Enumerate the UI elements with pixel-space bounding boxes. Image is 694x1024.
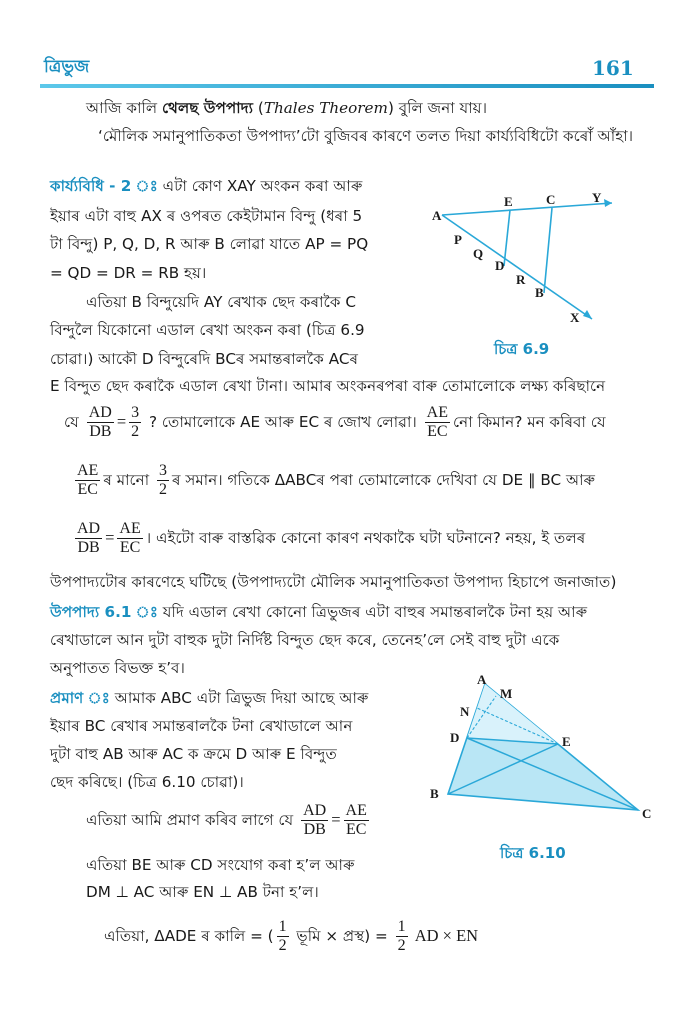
proof-line-3: দুটা বাহু AB আৰু AC ক ক্ৰমে D আৰু E বিন্দুত (50, 745, 337, 763)
ray-AY (442, 203, 612, 215)
text: আমাক ABC এটা ত্ৰিভুজ দিয়া আছে আৰু (109, 689, 369, 707)
label-A: A (432, 208, 442, 223)
fraction-AD-DB (301, 802, 328, 839)
label-D: D (450, 730, 460, 745)
page-number: 161 (592, 56, 634, 80)
proof-line-1 (50, 688, 369, 708)
numerator: 1 (397, 918, 406, 935)
label-M: M (500, 686, 513, 701)
text: এটা কোণ XAY অংকন কৰা আৰু (157, 177, 363, 195)
activity-line-1 (50, 176, 362, 196)
proof-line-2: ইয়াৰ BC ৰেখাৰ সমান্তৰালকৈ টনা ৰেখাডালে আন (50, 717, 353, 735)
activity-line-4: = QD = DR = RB হয়। (50, 264, 207, 282)
triangle-ADE (467, 684, 558, 744)
proof-line-6: DM ⊥ AC আৰু EN ⊥ AB টনা হ’ল। (86, 883, 319, 901)
theorem-name: থেলছ উপপাদ্য (162, 99, 254, 117)
formula-line-2 (72, 460, 595, 500)
numerator: 3 (158, 462, 167, 479)
fraction-3-2 (129, 404, 141, 441)
label-N: N (460, 704, 470, 719)
denominator: EC (427, 423, 448, 440)
activity-line-2: ইয়াৰ এটা বাহু AX ৰ ওপৰত কেইটামান বিন্দু (ধৰা 5 (50, 207, 363, 225)
figure-6-10 (420, 670, 670, 830)
text: ? তোমালোকে AE আৰু EC ৰ জোখ লোৱা। (144, 413, 417, 431)
thales-theorem: Thales Theorem (263, 99, 388, 117)
text: ) বুলি জনা যায়। (387, 99, 488, 117)
theorem-label: উপপাদ্য 6.1 ঃ (50, 603, 158, 621)
text: ৰ মানো (103, 471, 150, 489)
activity-line-6: বিন্দুলৈ যিকোনো এডাল ৰেখা অংকন কৰা (চিত্ৰ 6.9 (50, 321, 365, 339)
text: ভূমি × প্ৰস্থ) = (291, 927, 388, 945)
denominator: DB (303, 821, 326, 838)
label-A: A (477, 672, 487, 687)
label-Y: Y (592, 190, 602, 205)
label-E: E (504, 194, 513, 209)
figure-6-9 (420, 186, 620, 336)
formula-line-5 (104, 916, 478, 956)
fraction-AD-DB (75, 520, 102, 557)
line-DE (504, 210, 510, 266)
text: আজি কালি (86, 99, 162, 117)
denominator: EC (345, 821, 367, 838)
numerator: AE (345, 802, 367, 819)
numerator: AD (77, 520, 101, 537)
text: নো কিমান? মন কৰিবা যে (452, 413, 606, 431)
text: ৰ সমান। গতিকে ΔABCৰ পৰা তোমালোকে দেখিবা যে DE ∥ BC আৰু (171, 471, 596, 489)
activity-line-8: E বিন্দুত ছেদ কৰাকৈ এডাল ৰেখা টানা। আমাৰ অংকনৰপৰা বাৰু তোমালোকে লক্ষ্য কৰিছানে (50, 377, 606, 395)
formula-line-4 (86, 800, 372, 840)
label-C: C (642, 806, 652, 821)
text: । এইটো বাৰু বাস্তৱিক কোনো কাৰণ নথকাকৈ ঘটা ঘটনানে? নহয়, ই তলৰ (145, 529, 586, 547)
intro-line-1 (86, 98, 487, 118)
figure-6-9-caption: চিত্ৰ 6.9 (494, 340, 550, 358)
theorem-line-1 (50, 602, 587, 622)
numerator: AD (88, 404, 112, 421)
triangle-ABC (448, 684, 638, 810)
label-C: C (546, 192, 556, 207)
figure-6-10-caption: চিত্ৰ 6.10 (500, 844, 566, 862)
text: এতিয়া, ΔADE ৰ কালি = ( (104, 927, 274, 945)
equals: = (116, 412, 127, 431)
denominator: DB (77, 539, 100, 556)
denominator: EC (119, 539, 141, 556)
label-D: D (495, 258, 505, 273)
denominator: EC (77, 481, 98, 498)
fraction-1-2 (396, 918, 408, 955)
text: এতিয়া আমি প্ৰমাণ কৰিব লাগে যে (86, 811, 294, 829)
text: যদি এডাল ৰেখা কোনো ত্ৰিভুজৰ এটা বাহুৰ সমান্তৰালকৈ টনা হয় আৰু (157, 603, 588, 621)
fraction-AE-EC (344, 802, 369, 839)
fraction-AE-EC (75, 462, 100, 499)
activity-line-3: টা বিন্দু) P, Q, D, R আৰু B লোৱা যাতে AP = PQ (50, 235, 369, 253)
proof-line-4: ছেদ কৰিছে। (চিত্ৰ 6.10 চোৱা)। (50, 773, 244, 791)
chapter-title: ত্ৰিভুজ (44, 57, 90, 77)
activity-line-7: চোৱা।) আকৌ D বিন্দুৰেদি BCৰ সমান্তৰালকৈ ACৰ (50, 350, 359, 368)
denominator: DB (89, 423, 112, 440)
line-BC (544, 208, 552, 293)
fraction-1-2 (277, 918, 289, 955)
label-P: P (454, 232, 462, 247)
numerator: AD (303, 802, 327, 819)
ray-AX (442, 215, 592, 319)
text: AD × EN (410, 926, 479, 945)
fraction-AE-EC (425, 404, 450, 441)
header-rule (40, 84, 654, 88)
numerator: AE (77, 462, 99, 479)
numerator: 3 (131, 404, 140, 421)
numerator: AE (426, 404, 448, 421)
label-R: R (516, 272, 526, 287)
arrow-Y (604, 199, 612, 207)
theorem-line-3: অনুপাতত বিভক্ত হ’ব। (50, 659, 185, 677)
fraction-3-2 (157, 462, 169, 499)
text: যে (64, 413, 79, 431)
equals: = (105, 528, 115, 547)
activity-label: কাৰ্য্যবিধি - 2 ঃ (50, 177, 158, 195)
denominator: 2 (158, 481, 167, 498)
numerator: 1 (278, 918, 287, 935)
activity-line-5: এতিয়া B বিন্দুয়েদি AY ৰেখাক ছেদ কৰাকৈ C (86, 293, 356, 311)
proof-label: প্ৰমাণ ঃ (50, 689, 110, 707)
intro-line-2: ‘মৌলিক সমানুপাতিকতা উপপাদ্য’টো বুজিবৰ কাৰণে তলত দিয়া কাৰ্য্যবিধিটো কৰোঁ আঁহা। (98, 127, 634, 145)
fraction-AE-EC (117, 520, 142, 557)
label-Q: Q (473, 246, 484, 261)
label-B: B (535, 285, 544, 300)
denominator: 2 (397, 937, 406, 954)
arrow-X (583, 310, 592, 319)
body-line-b1: উপপাদ্যটোৰ কাৰণেহে ঘটিছে (উপপাদ্যটো মৌলিক সমানুপাতিকতা উপপাদ্য হিচাপে জনাজাত) (50, 573, 617, 591)
label-B: B (430, 786, 439, 801)
label-E: E (562, 734, 571, 749)
numerator: AE (119, 520, 141, 537)
theorem-line-2: ৰেখাডালে আন দুটা বাহুক দুটা নিৰ্দিষ্ট বিন্দুত ছেদ কৰে, তেনেহ’লে সেই বাহু দুটা একে (50, 631, 560, 649)
label-X: X (570, 310, 580, 325)
formula-line-1 (64, 402, 606, 442)
formula-line-3 (72, 518, 585, 558)
equals: = (331, 810, 341, 829)
denominator: 2 (131, 423, 140, 440)
denominator: 2 (278, 937, 287, 954)
fraction-AD-DB (87, 404, 114, 441)
proof-line-5: এতিয়া BE আৰু CD সংযোগ কৰা হ’ল আৰু (86, 856, 355, 874)
text: ( (253, 99, 264, 117)
